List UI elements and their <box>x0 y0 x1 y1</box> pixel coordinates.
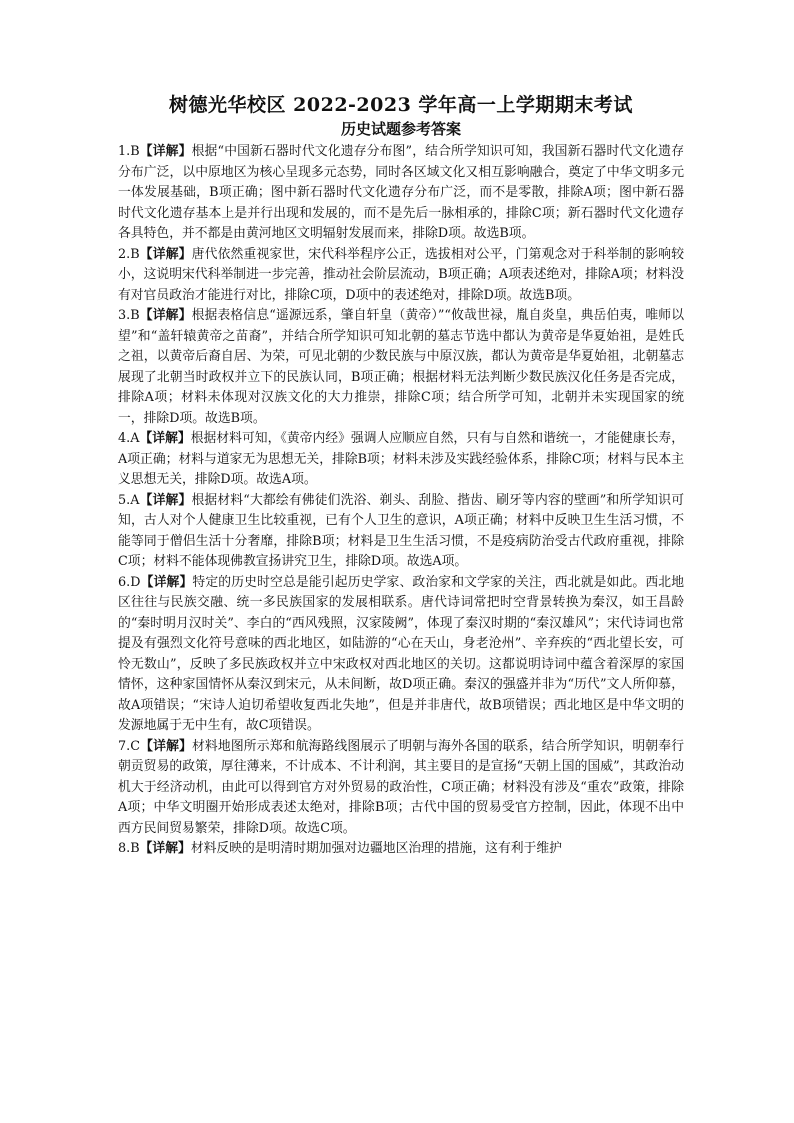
answer-item <box>118 491 684 573</box>
detail-tag: 【详解】 <box>139 246 192 262</box>
answer-explanation: 根据材料可知，《黄帝内经》强调人应顺应自然，只有与自然和谐统一，才能健康长寿，A项正确；材料与道家无为思想无关，排除B项；材料未涉及实践经验体系，排除C项；材料与民本主义思想无关，排除D项。故选A项。 <box>118 431 684 487</box>
answer-number: 2.B <box>118 246 140 262</box>
answer-explanation: 唐代依然重视家世，宋代科举程序公正，选拔相对公平，门第观念对于科举制的影响较小，这说明宋代科举制进一步完善，推动社会阶层流动，B项正确；A项表述绝对，排除A项；材料没有对官员政治才能进行对比，排除C项，D项中的表述绝对，排除D项。故选B项。 <box>118 246 685 303</box>
document-title: 树德光华校区 2022-2023 学年高一上学期期末考试 <box>169 94 633 116</box>
detail-tag: 【详解】 <box>139 841 191 856</box>
answer-item <box>118 839 684 860</box>
answer-item <box>118 573 684 737</box>
detail-tag: 【详解】 <box>139 308 192 323</box>
answer-number: 8.B <box>118 841 140 856</box>
detail-tag: 【详解】 <box>139 144 192 159</box>
answer-list <box>118 142 684 860</box>
answer-item <box>118 245 684 307</box>
answer-item <box>118 306 684 429</box>
answer-item <box>118 142 684 245</box>
answer-item <box>118 737 684 840</box>
detail-tag: 【详解】 <box>140 574 193 590</box>
answer-number: 5.A <box>118 492 140 508</box>
answer-item <box>118 429 684 491</box>
detail-tag: 【详解】 <box>139 492 192 508</box>
answer-explanation: 特定的历史时空总是能引起历史学家、政治家和文学家的关注，西北就是如此。西北地区往往与民族交融、统一多民族国家的发展相联系。唐代诗词常把时空背景转换为秦汉，如王昌龄的“秦时明月汉时关”、李白的“西风残照，汉家陵阙”，体现了秦汉时期的“秦汉雄风”；宋代诗词也常提及有强烈文化符号意味的西北地区，如陆游的“心在天山，身老沧州”、辛弃疾的“西北望长安，可怜无数山”，反映了多民族政权并立中宋政权对西北地区的关切。这都说明诗词中蕴含着深厚的家国情怀，这种家国情怀从秦汉到宋元，从未间断，故D项正确。秦汉的强盛并非为“历代”文人所仰慕，故A项错误；“宋诗人迫切希望收复西北失地”，但是并非唐代，故B项错误；西北地区是中华文明的发源地属于无中生有，故C项错误。 <box>118 574 685 733</box>
answer-explanation: 材料反映的是明清时期加强对边疆地区治理的措施，这有利于维护 <box>190 841 562 856</box>
answer-document <box>118 92 684 860</box>
detail-tag: 【详解】 <box>139 431 191 446</box>
answer-number: 6.D <box>118 574 141 590</box>
document-subtitle: 历史试题参考答案 <box>340 120 461 138</box>
answer-number: 4.A <box>118 431 140 446</box>
answer-explanation: 根据“中国新石器时代文化遗存分布图”，结合所学知识可知，我国新石器时代文化遗存分布广泛，以中原地区为核心呈现多元态势，同时各区域文化又相互影响融合，奠定了中华文明多元一体发展基础，B项正确；图中新石器时代文化遗存分布广泛，而不是零散，排除A项；图中新石器时代文化遗存基本上是并行出现和发展的，而不是先后一脉相承的，排除C项；新石器时代文化遗存各具特色，并不都是由黄河地区文明辐射发展而来，排除D项。故选B项。 <box>118 144 685 241</box>
answer-number: 3.B <box>118 308 140 323</box>
answer-explanation: 根据材料“大都绘有佛徒们洗浴、剃头、刮脸、揩齿、刷牙等内容的壁画”和所学知识可知，古人对个人健康卫生比较重视，已有个人卫生的意识，A项正确；材料中反映卫生生活习惯，不能等同于僧侣生活十分奢靡，排除B项；材料是卫生生活习惯，不是疫病防治受古代政府重视，排除C项；材料不能体现佛教宣扬讲究卫生，排除D项。故选A项。 <box>118 492 684 569</box>
answer-explanation: 根据表格信息“遥源远系，肇自轩皇（黄帝）”“攸哉世禄，胤自炎皇，典岳伯夷，唯师以望”和“盖轩辕黄帝之苗裔”，并结合所学知识可知北朝的墓志节选中都认为黄帝是华夏始祖，是姓氏之祖，以黄帝后裔自居、为荣，可见北朝的少数民族与中原汉族，都认为黄帝是华夏始祖，北朝墓志展现了北朝当时政权并立下的民族认同，B项正确；根据材料无法判断少数民族汉化任务是否完成，排除A项；材料未体现对汉族文化的大力推崇，排除C项；结合所学可知，北朝并未实现国家的统一，排除D项。故选B项。 <box>118 308 685 426</box>
answer-number: 1.B <box>118 144 140 159</box>
answer-explanation: 材料地图所示郑和航海路线图展示了明朝与海外各国的联系，结合所学知识，明朝奉行朝贡贸易的政策，厚往薄来，不计成本、不计利润，其主要目的是宣扬“天朝上国的国威”，其政治动机大于经济动机，由此可以得到官方对外贸易的政治性，C项正确；材料没有涉及“重农”政策，排除A项；中华文明圈开始形成表述太绝对，排除B项；古代中国的贸易受官方控制，因此，体现不出中西方民间贸易繁荣，排除D项。故选C项。 <box>118 738 685 836</box>
answer-number: 7.C <box>118 738 141 754</box>
detail-tag: 【详解】 <box>140 738 192 754</box>
